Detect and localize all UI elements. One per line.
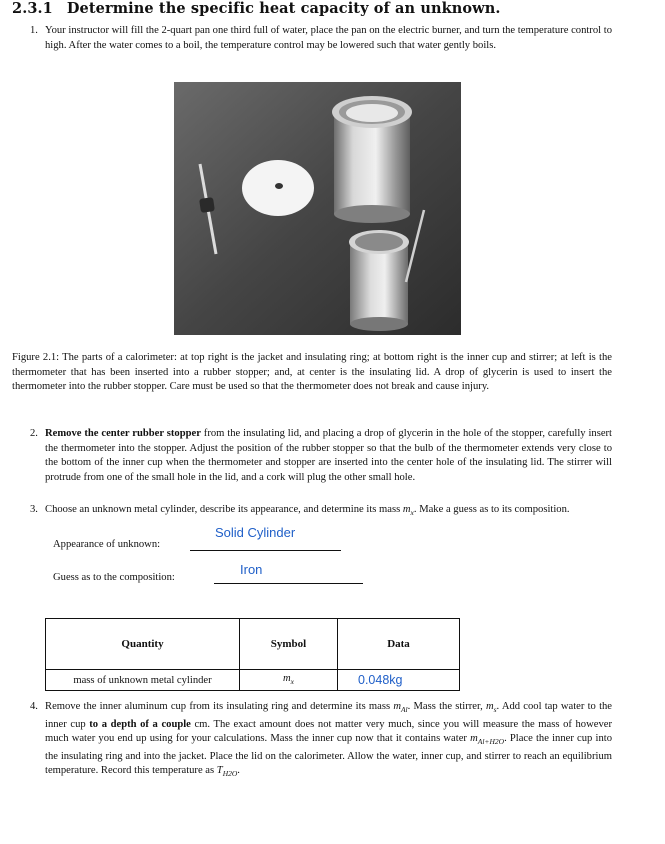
appearance-underline	[190, 550, 341, 551]
step-4-t4: cm. The exact amount does not matter very much, since you will measure the mass of however much water you end up using for your calculations. Mass the inner cup now that it contains water	[45, 718, 612, 745]
composition-underline	[214, 583, 363, 584]
step-4-mal-sub: Al	[400, 705, 408, 715]
step-4-ms: m	[485, 701, 494, 712]
cell-symbol	[240, 670, 338, 691]
cell-quantity: mass of unknown metal cylinder	[46, 670, 240, 691]
step-4-mw: m	[470, 733, 478, 745]
step-3-text	[45, 503, 612, 521]
table-row	[46, 670, 460, 691]
step-4-ms-sub: s	[493, 705, 497, 715]
step-2-bold: Remove the center rubber stopper	[45, 428, 201, 439]
step-4-number: 4.	[30, 701, 38, 712]
cell-symbol-sub: x	[290, 677, 294, 687]
figure-caption: Figure 2.1: The parts of a calorimeter: at top right is the jacket and insulating ring; at bottom right is the inner cup and stirrer; at left is the thermometer that has been inserted into a rubber stopper; and, at center is the insulating lid. A drop of glycerin is used to insert the thermometer into the rubber stopper. Care must be used so that the thermometer does not break and cause injury.	[12, 352, 612, 392]
calorimeter-photo-image	[174, 82, 461, 335]
step-2-text	[45, 427, 612, 485]
appearance-value[interactable]: Solid Cylinder	[215, 525, 296, 540]
step-4-text	[45, 700, 612, 782]
step-2-number: 2.	[30, 428, 38, 439]
step-4-tsub: H2O	[222, 769, 238, 779]
step-1-number: 1.	[30, 25, 38, 36]
section-number: 2.3.1	[12, 0, 53, 17]
cell-data[interactable]: 0.048kg	[338, 670, 460, 691]
step-4-t5: . Place the inner cup into the insulating ring and into the jacket. Place the lid on the calorimeter. Allow the water, inner cup, and stirrer to reach an equilibrium temperature. Record this temperature as	[45, 733, 612, 777]
step-3-text-a: Choose an unknown metal cylinder, describe its appearance, and determine its mass	[45, 504, 403, 515]
table-header-row	[46, 619, 460, 670]
header-quantity: Quantity	[46, 619, 240, 670]
header-symbol: Symbol	[240, 619, 338, 670]
step-4-tsym: T	[216, 765, 223, 777]
step-4-mal: m	[393, 701, 401, 712]
section-heading	[12, 0, 501, 17]
step-2-rest: from the insulating lid, and placing a drop of glycerin in the hole of the stopper, carefully insert the thermometer into the stopper. Adjust the position of the rubber stopper so that the bulb of the thermometer extends very close to the bottom of the inner cup when the thermometer and stopper are inserted into the center hole of the insulating lid. The stirrer will protrude from one of the small hole in the lid, and a cork will plug the other small hole.	[45, 428, 612, 483]
step-1-text: Your instructor will fill the 2-quart pan one third full of water, place the pan on the electric burner, and turn the temperature control to high. After the water comes to a boil, the temperature control may be lowered such that water gently boils.	[45, 25, 612, 51]
header-data: Data	[338, 619, 460, 670]
section-title: Determine the specific heat capacity of an unknown.	[66, 0, 501, 17]
step-4-t1: Remove the inner aluminum cup from its insulating ring and determine its mass	[45, 701, 394, 712]
step-3-number: 3.	[30, 504, 38, 515]
step-4-t6: .	[237, 765, 240, 777]
step-4-bold: to a depth of a couple	[89, 718, 191, 730]
appearance-label: Appearance of unknown:	[53, 539, 161, 550]
step-3-mass-sub: x	[410, 508, 414, 518]
composition-label: Guess as to the composition:	[53, 572, 175, 583]
step-4-t2: . Mass the stirrer,	[407, 701, 486, 712]
step-4-mw-sub: Al+H2O	[477, 737, 505, 747]
data-table	[45, 618, 460, 691]
cell-symbol-letter: m	[283, 673, 291, 685]
step-3-mass-symbol: m	[402, 504, 411, 515]
composition-value[interactable]: Iron	[240, 562, 263, 577]
step-3-text-b: . Make a guess as to its composition.	[413, 504, 570, 515]
step-4-t3: . Add cool tap water to the inner cup	[45, 701, 613, 730]
calorimeter-photo	[174, 82, 461, 335]
